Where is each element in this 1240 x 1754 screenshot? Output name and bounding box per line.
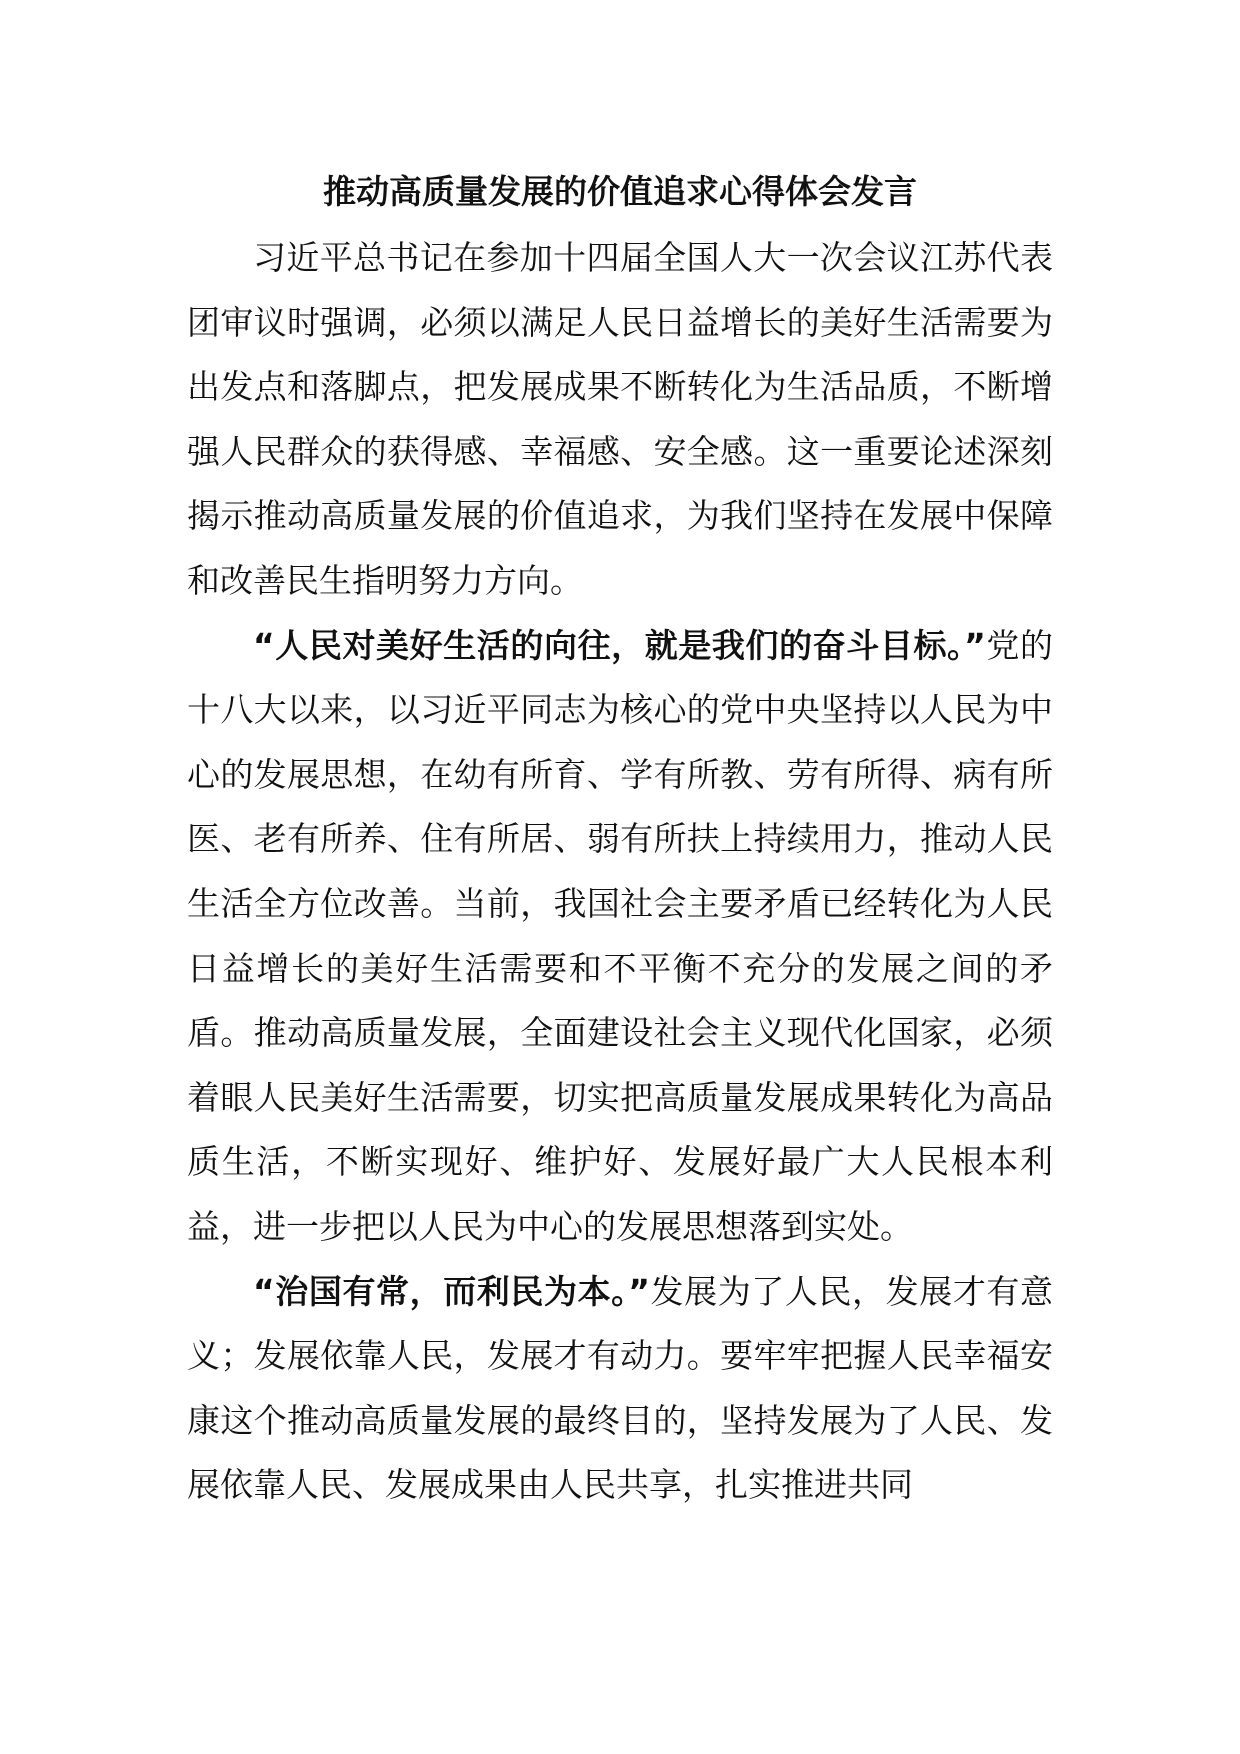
document-page	[187, 160, 1053, 1518]
paragraph-lead: “人民对美好生活的向往，就是我们的奋斗目标。”	[253, 625, 986, 665]
paragraph-intro	[187, 226, 1053, 614]
paragraph-text: 党的十八大以来，以习近平同志为核心的党中央坚持以人民为中心的发展思想，在幼有所育、学有所教、劳有所得、病有所医、老有所养、住有所居、弱有所扶上持续用力，推动人民生活全方位改善。当前，我国社会主要矛盾已经转化为人民日益增长的美好生活需要和不平衡不充分的发展之间的矛盾。推动高质量发展，全面建设社会主义现代化国家，必须着眼人民美好生活需要，切实把高质量发展成果转化为高品质生活，不断实现好、维护好、发展好最广大人民根本利益，进一步把以人民为中心的发展思想落到实处。	[187, 625, 1053, 1246]
paragraph-text: 习近平总书记在参加十四届全国人大一次会议江苏代表团审议时强调，必须以满足人民日益增长的美好生活需要为出发点和落脚点，把发展成果不断转化为生活品质，不断增强人民群众的获得感、幸福感、安全感。这一重要论述深刻揭示推动高质量发展的价值追求，为我们坚持在发展中保障和改善民生指明努力方向。	[187, 238, 1053, 600]
paragraph-text: 发展为了人民，发展才有意义；发展依靠人民，发展才有动力。要牢牢把握人民幸福安康这个推动高质量发展的最终目的，坚持发展为了人民、发展依靠人民、发展成果由人民共享，扎实推进共同	[187, 1271, 1053, 1505]
paragraph-beautiful-life	[187, 614, 1053, 1260]
paragraph-benefit-people	[187, 1260, 1053, 1518]
paragraph-lead: “治国有常，而利民为本。”	[253, 1271, 650, 1311]
document-title: 推动高质量发展的价值追求心得体会发言	[323, 172, 917, 211]
